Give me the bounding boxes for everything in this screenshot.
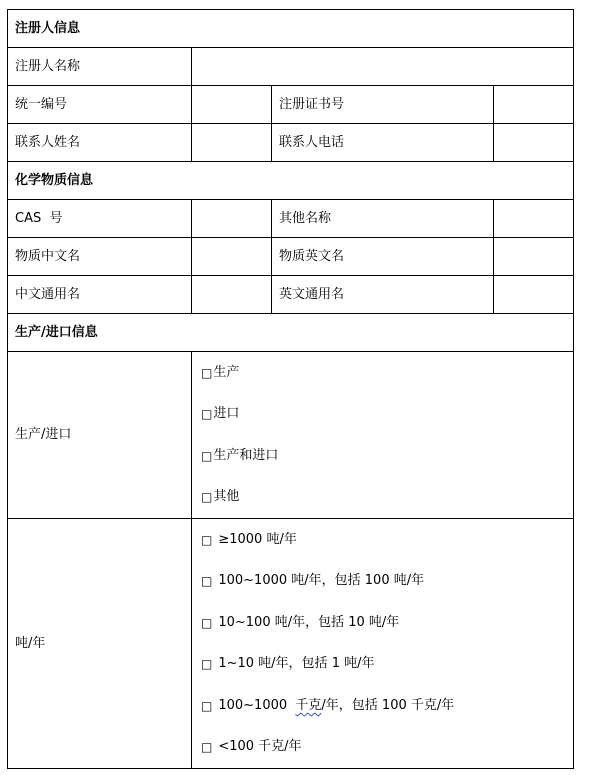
checkbox-icon[interactable]: □ xyxy=(201,574,213,589)
chemical-section-header xyxy=(8,162,574,200)
production-type-options xyxy=(192,352,574,519)
tonnage-option-2[interactable]: □ 100~1000 吨/年，包括 100 吨/年 xyxy=(201,573,425,589)
en-common-field[interactable] xyxy=(494,276,574,314)
tonnage-options xyxy=(192,519,574,769)
tonnage-option-4[interactable]: □ 1~10 吨/年，包括 1 吨/年 xyxy=(201,656,375,672)
tonnage-option-1[interactable]: □ ≥1000 吨/年 xyxy=(201,531,297,547)
cert-no-label: 注册证书号 xyxy=(272,86,494,124)
option-production[interactable]: □ 生产 xyxy=(201,364,240,380)
cas-field[interactable] xyxy=(192,200,272,238)
en-name-field[interactable] xyxy=(494,238,574,276)
option-import[interactable]: □ 进口 xyxy=(201,406,240,422)
checkbox-icon[interactable]: □ xyxy=(201,532,213,547)
other-name-label: 其他名称 xyxy=(272,200,494,238)
cn-common-label: 中文通用名 xyxy=(8,276,192,314)
checkbox-icon[interactable]: □ xyxy=(201,490,213,505)
tonnage-option-5[interactable]: □ 100~1000 千克 /年，包括 100 千克/年 xyxy=(201,697,455,713)
contact-name-field[interactable] xyxy=(192,124,272,162)
chemical-section-title: 化学物质信息 xyxy=(8,162,574,200)
checkbox-icon[interactable]: □ xyxy=(201,365,213,380)
cas-label: CAS 号 xyxy=(8,200,192,238)
spellcheck-underlined-word: 千克 xyxy=(295,697,322,713)
contact-phone-field[interactable] xyxy=(494,124,574,162)
tonnage-option-6[interactable]: □ <100 千克/年 xyxy=(201,739,302,755)
other-name-field[interactable] xyxy=(494,200,574,238)
contact-phone-label: 联系人电话 xyxy=(272,124,494,162)
contact-name-label: 联系人姓名 xyxy=(8,124,192,162)
registrant-name-field[interactable] xyxy=(192,48,574,86)
tonnage-option-3[interactable]: □ 10~100 吨/年，包括 10 吨/年 xyxy=(201,614,400,630)
tonnage-label: 吨/年 xyxy=(8,519,192,769)
checkbox-icon[interactable]: □ xyxy=(201,615,213,630)
cn-common-field[interactable] xyxy=(192,276,272,314)
production-section-header xyxy=(8,314,574,352)
unified-no-label: 统一编号 xyxy=(8,86,192,124)
checkbox-icon[interactable]: □ xyxy=(201,448,213,463)
registrant-name-label: 注册人名称 xyxy=(8,48,192,86)
option-other[interactable]: □ 其他 xyxy=(201,489,240,505)
checkbox-icon[interactable]: □ xyxy=(201,407,213,422)
production-type-label: 生产/进口 xyxy=(8,352,192,519)
checkbox-icon[interactable]: □ xyxy=(201,657,213,672)
checkbox-icon[interactable]: □ xyxy=(201,740,213,755)
cn-name-label: 物质中文名 xyxy=(8,238,192,276)
unified-no-field[interactable] xyxy=(192,86,272,124)
cert-no-field[interactable] xyxy=(494,86,574,124)
en-common-label: 英文通用名 xyxy=(272,276,494,314)
en-name-label: 物质英文名 xyxy=(272,238,494,276)
registrant-section-title: 注册人信息 xyxy=(8,10,574,48)
registration-form-table xyxy=(7,9,574,769)
checkbox-icon[interactable]: □ xyxy=(201,698,213,713)
cn-name-field[interactable] xyxy=(192,238,272,276)
production-section-title: 生产/进口信息 xyxy=(8,314,574,352)
registrant-section-header xyxy=(8,10,574,48)
option-production-and-import[interactable]: □ 生产和进口 xyxy=(201,447,279,463)
